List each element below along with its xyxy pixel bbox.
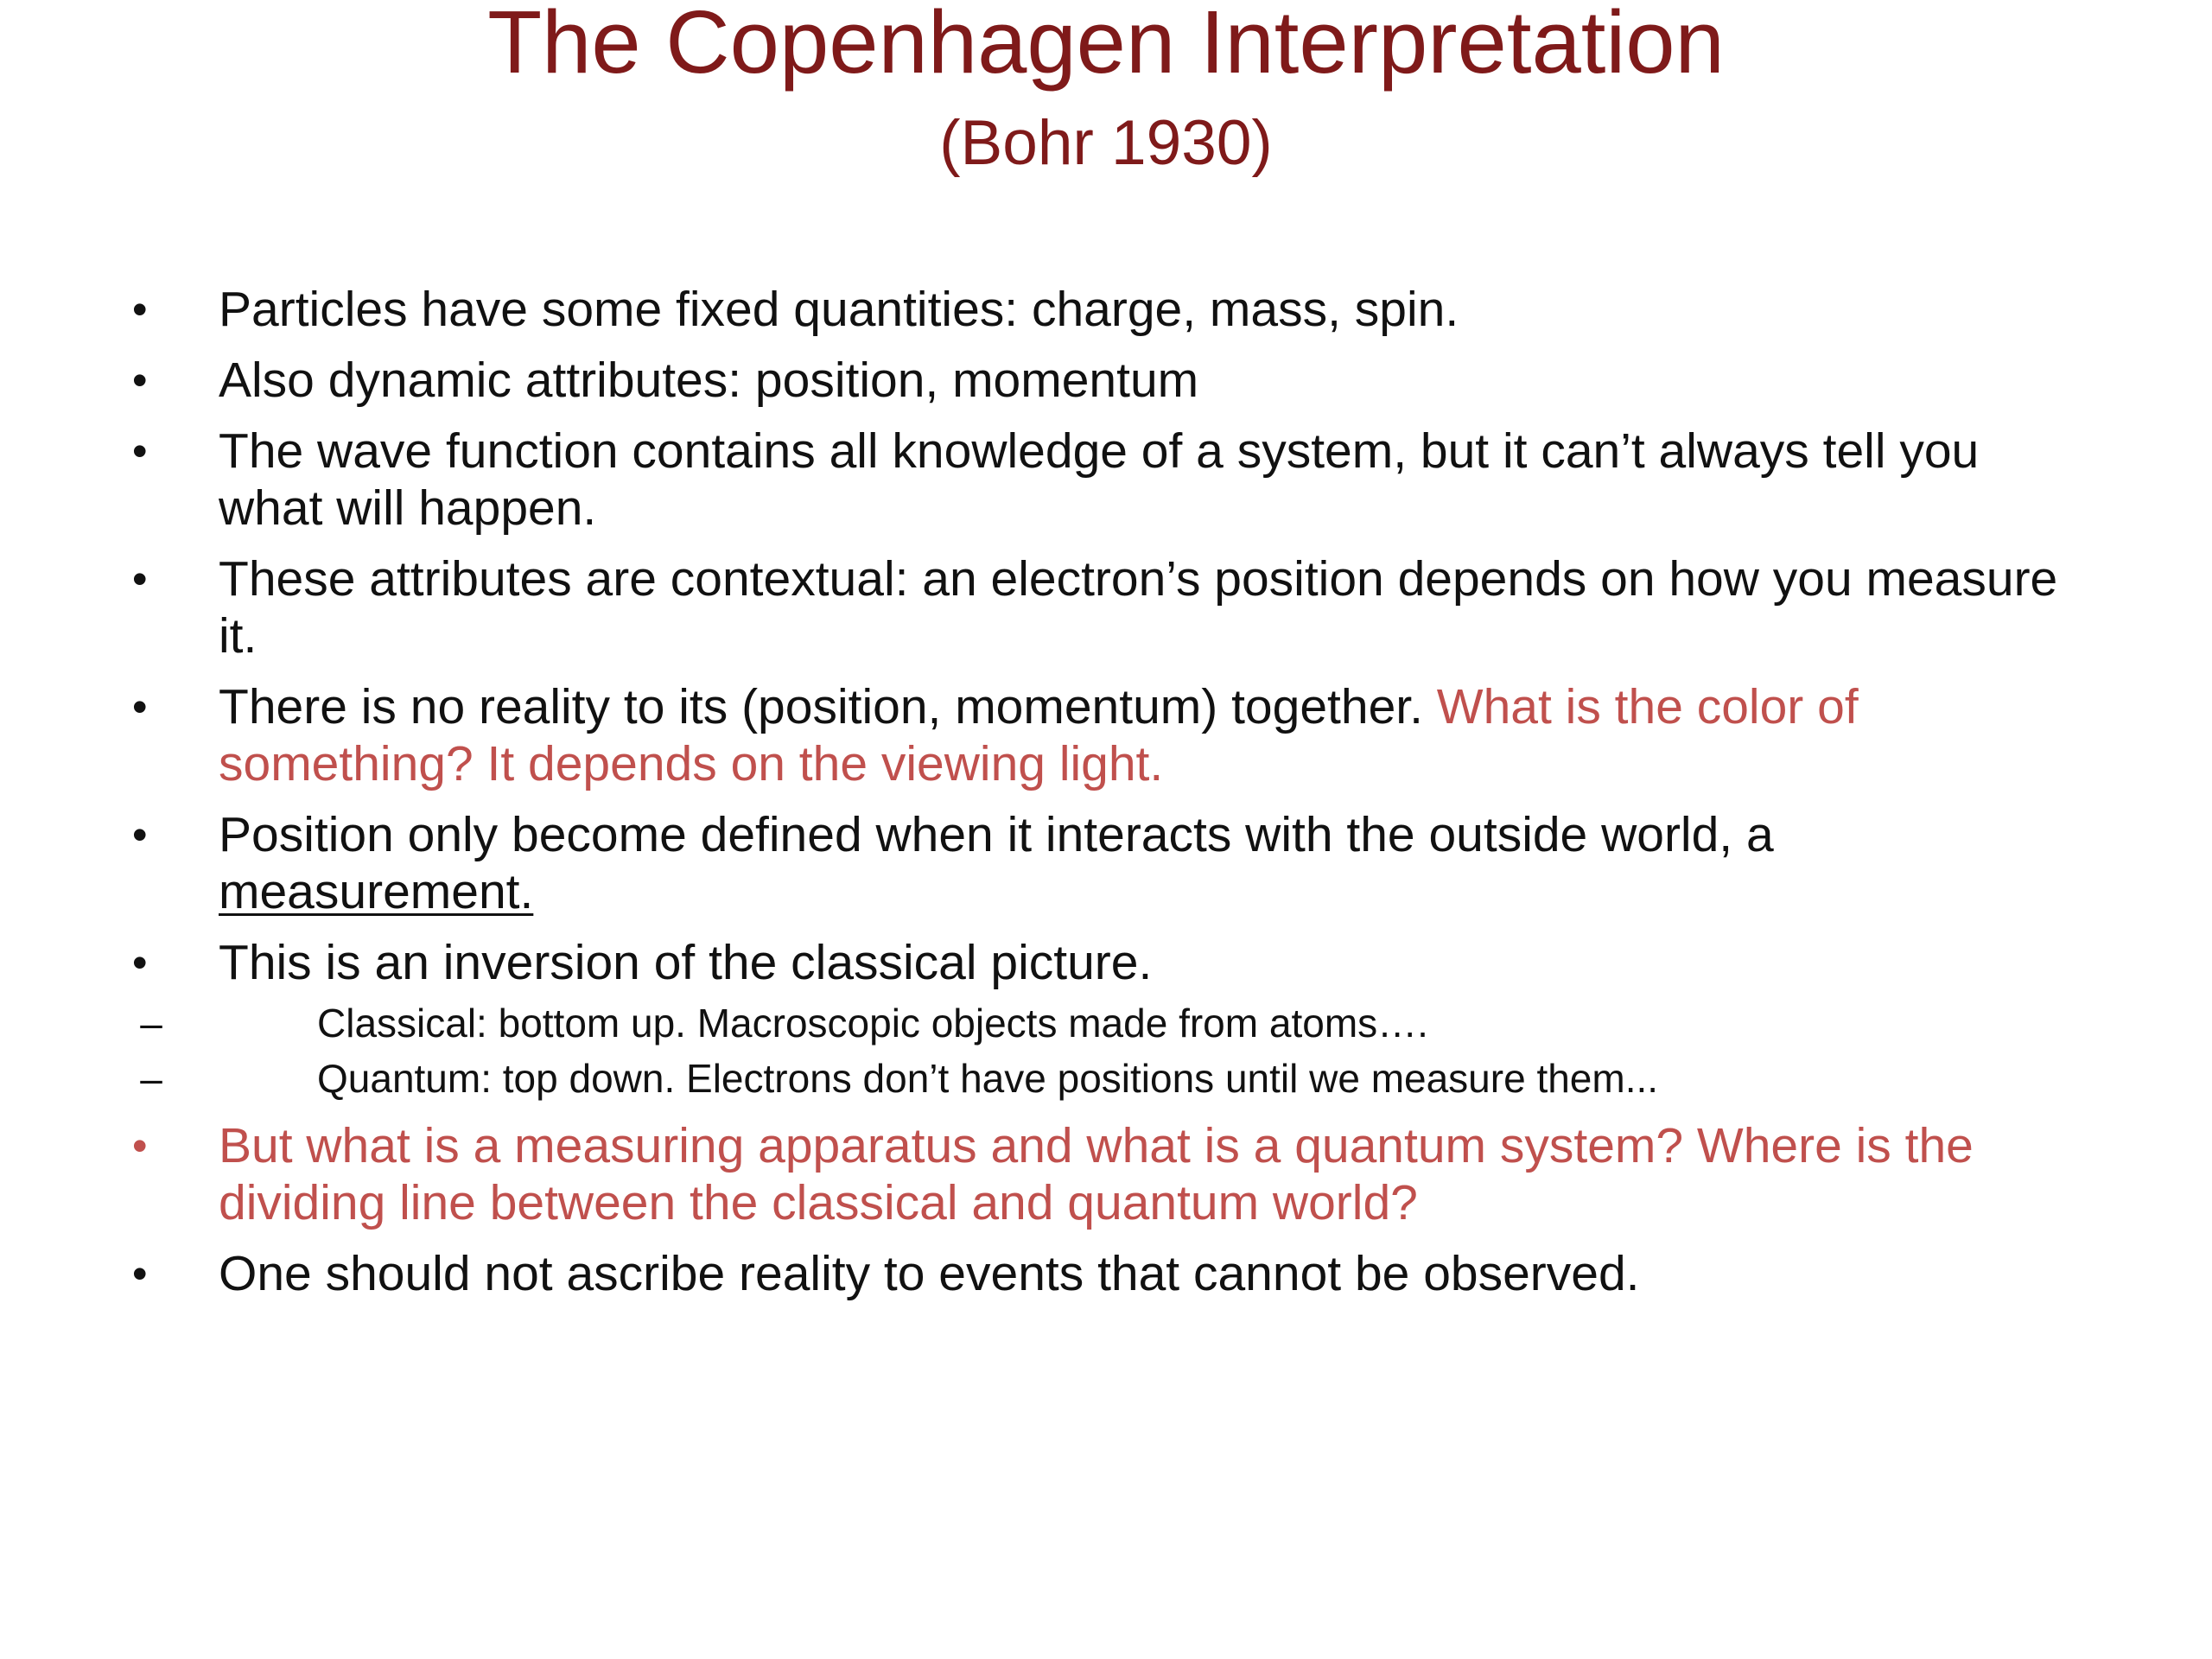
bullet-marker: • [132, 285, 148, 334]
bullet-text: But what is a measuring apparatus and what is a quantum system? Where is the dividing line between the classical and quantum world? [219, 1118, 1974, 1230]
bullet-text: One should not ascribe reality to events that cannot be observed. [219, 1246, 1640, 1301]
sub-bullet-item [140, 998, 2087, 1048]
bullet-item [125, 1245, 2087, 1302]
bullet-text: Particles have some fixed quantities: charge, mass, spin. [219, 282, 1459, 337]
bullet-accent-text: What is the color of something? It depends on the viewing light. [219, 679, 1859, 791]
bullet-text: Position only become defined when it interacts with the outside world, a [219, 807, 1774, 862]
bullet-item [125, 423, 2087, 537]
bullet-item [125, 806, 2087, 920]
sub-bullet-text: Quantum: top down. Electrons don’t have positions until we measure them... [317, 1056, 1659, 1101]
bullet-text: There is no reality to its (position, momentum) together. [219, 679, 1437, 734]
bullet-marker: • [132, 356, 148, 404]
bullet-marker: • [132, 683, 148, 731]
sub-bullet-list [140, 998, 2087, 1103]
bullet-item [125, 934, 2087, 1103]
bullet-text: This is an inversion of the classical picture. [219, 935, 1153, 990]
bullet-underlined-text: measurement. [219, 864, 534, 919]
bullet-marker: • [132, 938, 148, 987]
sub-bullet-text: Classical: bottom up. Macroscopic objects made from atoms…. [317, 1001, 1428, 1046]
bullet-marker: • [132, 1249, 148, 1298]
bullet-item [125, 352, 2087, 409]
bullet-item [125, 1117, 2087, 1231]
bullet-marker: • [132, 555, 148, 603]
sub-bullet-marker: – [140, 1001, 162, 1046]
slide-subtitle: (Bohr 1930) [939, 108, 1273, 178]
bullet-list [125, 281, 2087, 1316]
bullet-text: Also dynamic attributes: position, momentum [219, 353, 1199, 408]
slide-title: The Copenhagen Interpretation [487, 0, 1725, 92]
bullet-item [125, 281, 2087, 338]
bullet-marker: • [132, 427, 148, 475]
bullet-marker: • [132, 1122, 148, 1170]
bullet-marker: • [132, 810, 148, 859]
bullet-text: The wave function contains all knowledge of a system, but it can’t always tell you what will happen. [219, 423, 1980, 536]
sub-bullet-marker: – [140, 1056, 162, 1101]
bullet-text: These attributes are contextual: an electron’s position depends on how you measure it. [219, 551, 2058, 664]
bullet-item [125, 678, 2087, 792]
bullet-item [125, 550, 2087, 664]
sub-bullet-item [140, 1053, 2087, 1103]
